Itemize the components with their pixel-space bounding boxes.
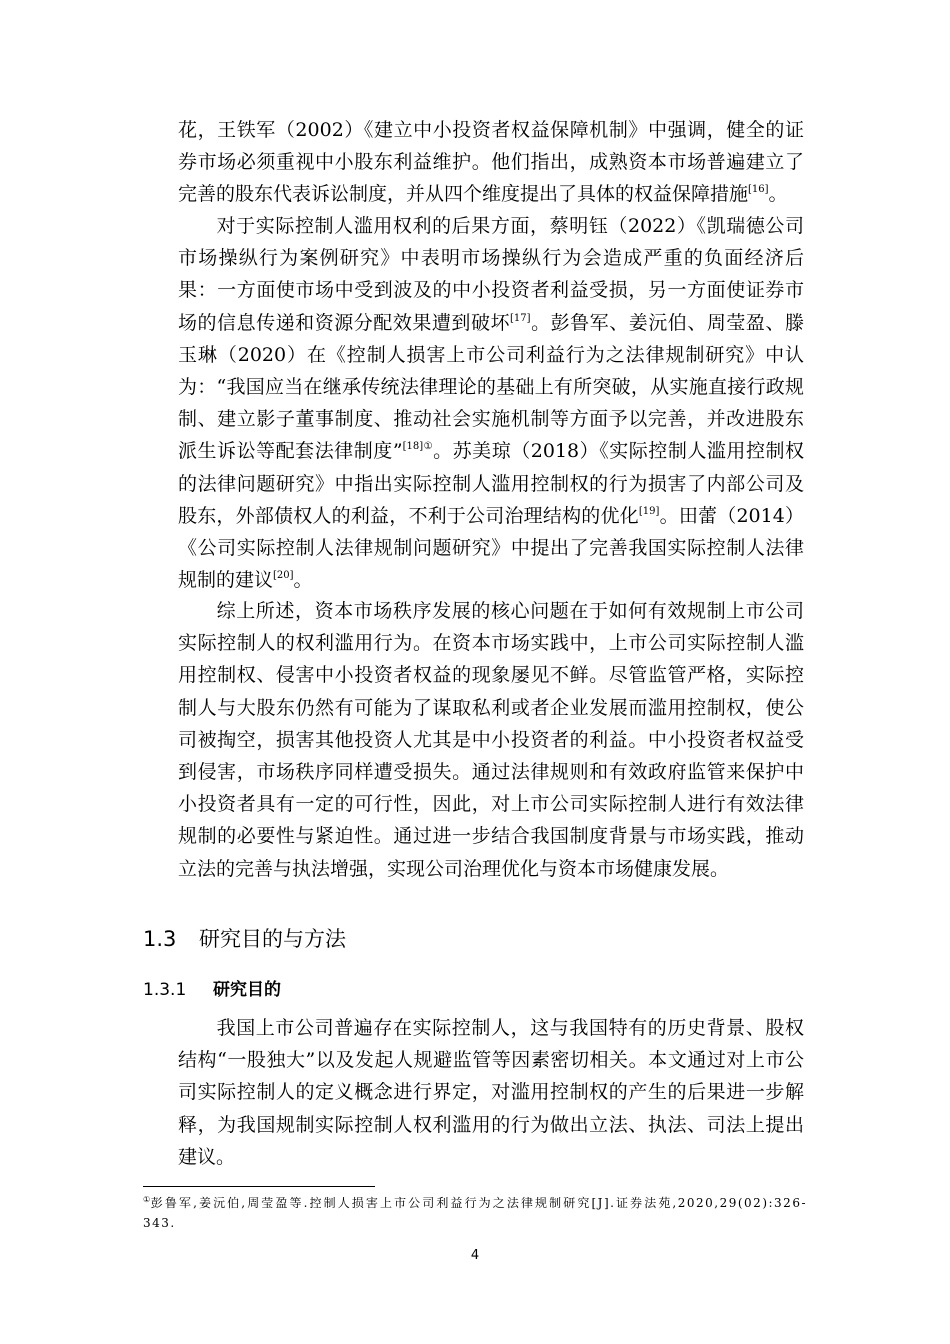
citation-17: [17] (510, 312, 531, 324)
paragraph-text: 花，王铁军（2002）《建立中小投资者权益保障机制》中强调，健全的证券市场必须重视中小股东利益维护。他们指出，成熟资本市场普遍建立了完善的股东代表诉讼制度，并从四个维度提出了具体的权益保障措施 (178, 119, 804, 206)
citation-18: [18]① (402, 441, 434, 453)
footnote (143, 1193, 807, 1233)
paragraph-text-d: 。田蕾（2014）《公司实际控制人法律规制问题研究》中提出了完善我国实际控制人法律规制的建议 (178, 504, 804, 592)
section-title: 研究目的与方法 (199, 927, 346, 951)
paragraph-text: 我国上市公司普遍存在实际控制人，这与我国特有的历史背景、股权结构“一股独大”以及发起人规避监管等因素密切相关。本文通过对上市公司实际控制人的定义概念进行界定，对滥用控制权的产生的后果进一步解释，为我国规制实际控制人权利滥用的行为做出立法、执法、司法上提出建议。 (178, 1017, 804, 1168)
paragraph-summary (178, 595, 804, 885)
section-number: 1.3 (143, 927, 177, 951)
paragraph-consequences (178, 210, 804, 596)
section-heading (143, 924, 346, 954)
paragraph-text-c: 。苏美琼（2018）《实际控制人滥用控制权的法律问题研究》中指出实际控制人滥用控制权的行为损害了内部公司及股东，外部债权人的利益，不利于公司治理结构的优化 (178, 440, 805, 527)
footnote-divider (143, 1186, 375, 1187)
subsection-title: 研究目的 (213, 980, 281, 1000)
subsection-heading (143, 977, 281, 1003)
citation-16: [16] (748, 184, 769, 196)
footnote-mark: ① (143, 1195, 151, 1204)
paragraph-text-a: 对于实际控制人滥用权利的后果方面，蔡明钰（2022）《凯瑞德公司市场操纵行为案例研究》中表明市场操纵行为会造成严重的负面经济后果：一方面使市场中受到波及的中小投资者利益受损，另一方面使证券市场的信息传递和资源分配效果遭到破坏 (178, 215, 804, 334)
paragraph-research-purpose (178, 1012, 804, 1173)
citation-19: [19] (638, 505, 660, 517)
subsection-number: 1.3.1 (143, 980, 187, 1000)
paragraph-text: 综上所述，资本市场秩序发展的核心问题在于如何有效规制上市公司实际控制人的权利滥用行为。在资本市场实践中，上市公司实际控制人滥用控制权、侵害中小投资者权益的现象屡见不鲜。尽管监管严格，实际控制人与大股东仍然有可能为了谋取私利或者企业发展而滥用控制权，使公司被掏空，损害其他投资人尤其是中小投资者的利益。中小投资者权益受到侵害，市场秩序同样遭受损失。通过法律规则和有效政府监管来保护中小投资者具有一定的可行性，因此，对上市公司实际控制人进行有效法律规制的必要性与紧迫性。通过进一步结合我国制度背景与市场实践，推动立法的完善与执法增强，实现公司治理优化与资本市场健康发展。 (178, 600, 804, 880)
paragraph-literature-review-end (178, 114, 804, 211)
footnote-text: 彭鲁军,姜沅伯,周莹盈等.控制人损害上市公司利益行为之法律规制研究[J].证券法苑,2020,29(02):326-343. (143, 1196, 808, 1230)
paragraph-end: 。 (293, 569, 313, 592)
citation-20: [20] (273, 570, 294, 582)
paragraph-end: 。 (768, 183, 788, 206)
paragraph-text-b: 。彭鲁军、姜沅伯、周莹盈、滕玉琳（2020）在《控制人损害上市公司利益行为之法律规制研究》中认为：“我国应当在继承传统法律理论的基础上有所突破，从实施直接行政规制、建立影子董事制度、推动社会实施机制等方面予以完善，并改进股东派生诉讼等配套法律制度” (178, 311, 804, 463)
page-number: 4 (470, 1248, 480, 1263)
